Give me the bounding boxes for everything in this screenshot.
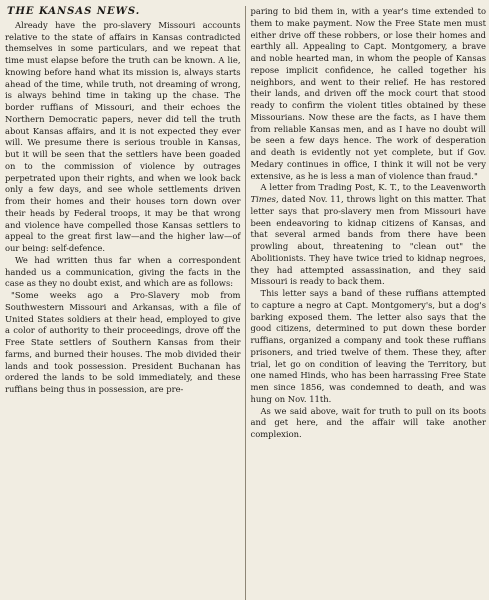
paragraph-quote-continued: paring to bid them in, with a year's time extended to them to make payment. Now the Free State men must either drive off these robbers, or lose their homes and earthly all. Appealing to Capt. Montgomery, a brave and noble hearted man, in whom the people of Kansas repose implicit confidence, he called together his neighbors, and went to their relief. He has restored their lands, and driven off the mock court that stood ready to confirm the violent titles obtained by these Missourians. Now these are the facts, as I have them from reliable Kansas men, and as I have no doubt will be seen a few days hence. The work of desperation and death is evidently not yet complete, but if Gov. Medary continues in office, I think it will not be very extensive, as he is less a man of violence than fraud." (250, 6, 486, 181)
article-headline: THE KANSAS NEWS. (7, 6, 141, 17)
paragraph-intro: Already have the pro-slavery Missouri accounts relative to the state of affairs in Kansas contradicted themselves in some particulars, and we repeat that time must elapse before the truth can be known. A lie, knowing before hand what its mission is, always starts ahead of the time, while truth, not dreaming of wrong, is always behind time in taking up the chase. The border ruffians of Missouri, and their echoes the Northern Democratic papers, never did tell the truth about Kansas affairs, and it is not expected they ever will. We presume there is serious trouble in Kansas, but it will be seen that the settlers have been goaded on to the commission of violence by outrages perpetrated upon their rights, and when we look back only a few days, and see whole settlements driven from their homes and their houses torn down over their heads by Federal troops, it may be that wrong and violence have compelled those Kansas settlers to appeal to the great first law—and the higher law—of our being: self-defence. (5, 19, 241, 253)
letter-text-b: , dated Nov. 11, throws light on this matter. That letter says that pro-slavery men from Missouri have been endeavoring to kidnap citizens of Kansas, and that several armed bands from there have been prowling about, threatening to "clean out" the Abolitionists. They have twice tried to kidnap negroes, they had attempted assassination, and they said Missouri is ready to back them. (250, 194, 486, 287)
paragraph-ruffians: This letter says a band of these ruffians attempted to capture a negro at Capt. Montgomery's, but a dog's barking exposed them. The letter also says that the good citizens, determined to put down these border ruffians, organized a company and took these ruffians prisoners, and tried twelve of them. These they, after trial, let go on condition of leaving the Territory, but one named Hinds, who has been harrassing Free State men since 1856, was condemned to death, and was hung on Nov. 11th. (250, 288, 486, 404)
paragraph-quote-start: "Some weeks ago a Pro-Slavery mob from Southwestern Missouri and Arkansas, with a file of United States soldiers at their head, employed to give a color of authority to their proceedings, drove off the Free State settlers of Southern Kansas from their farms, and burned their houses. The mob divided their lands and took possession. President Buchanan has ordered the lands to be sold immediately, and these ruffians being thus in possession, are pre- (5, 290, 241, 394)
left-column (5, 6, 246, 600)
paragraph-correspondent: We had written thus far when a correspondent handed us a communication, giving the facts in the case as they no doubt exist, and which are as follows: (5, 254, 241, 289)
newspaper-name: Times (250, 194, 276, 204)
letter-text-a: A letter from Trading Post, K. T., to the Leavenworth (260, 182, 486, 193)
right-column (251, 6, 487, 600)
paragraph-conclusion: As we said above, wait for truth to pull on its boots and get here, and the affair will take another complexion. (250, 405, 486, 439)
paragraph-letter-trading-post (251, 182, 487, 288)
